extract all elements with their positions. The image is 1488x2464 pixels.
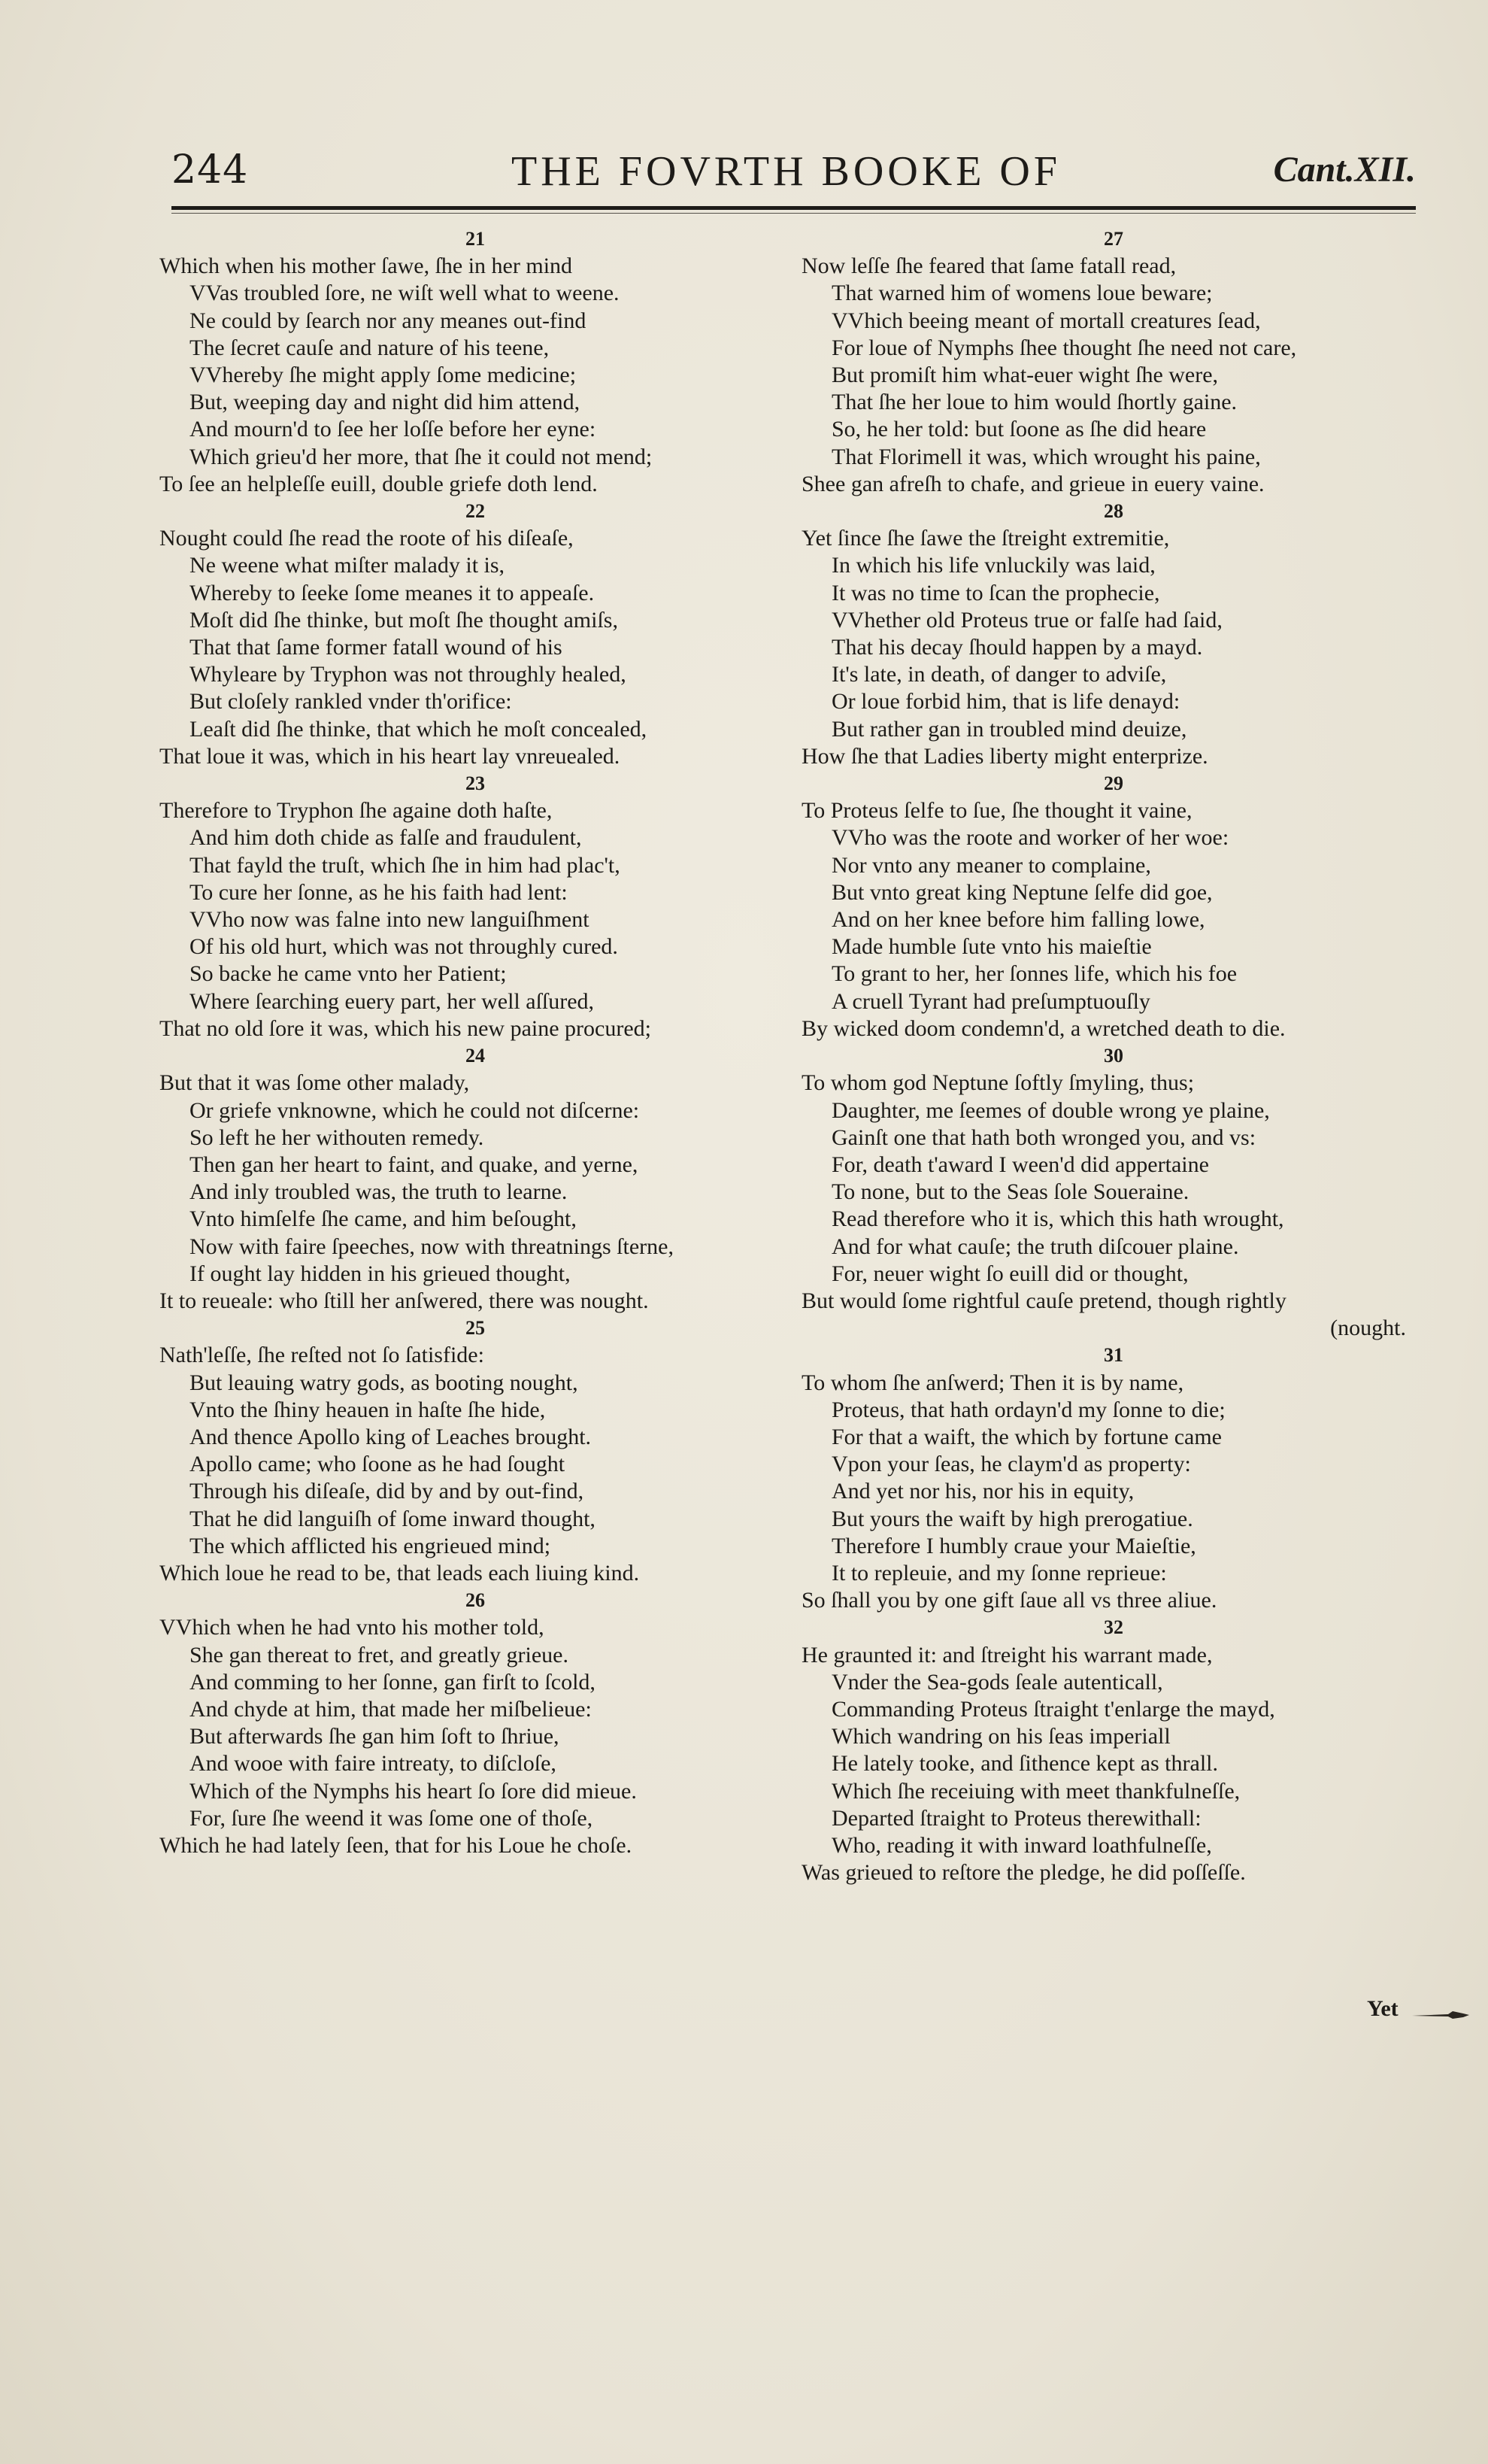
pointing-hand-icon <box>1411 2007 1471 2023</box>
verse-line: And wooe with faire intreaty, to diſcloſe, <box>189 1751 556 1777</box>
verse-line: The which afflicted his engrieued mind; <box>189 1533 551 1558</box>
verse-line: Or loue forbid him, that is life denayd: <box>832 689 1180 715</box>
verse-line: For loue of Nymphs ſhee thought ſhe need not care, <box>832 335 1297 360</box>
verse-line: Nor vnto any meaner to complaine, <box>832 852 1151 878</box>
verse-line: So ſhall you by one gift ſaue all vs three aliue. <box>802 1588 1217 1613</box>
verse-line: Yet ſince ſhe ſawe the ſtreight extremitie, <box>802 526 1170 551</box>
verse-line: For, death t'award I ween'd did appertaine <box>832 1152 1209 1177</box>
verse-line: Made humble ſute vnto his maieſtie <box>832 934 1152 960</box>
verse-line: It to reueale: who ſtill her anſwered, there was nought. <box>159 1288 649 1313</box>
verse-line: VVhether old Proteus true or falſe had ſaid, <box>832 607 1223 633</box>
verse-line: But afterwards ſhe gan him ſoft to ſhriue, <box>189 1724 559 1749</box>
stanza-number: 25 <box>465 1317 485 1340</box>
page-number: 244 <box>171 147 249 193</box>
verse-line: But leauing watry gods, as booting nought, <box>189 1370 578 1395</box>
verse-line: Leaſt did ſhe thinke, that which he moſt concealed, <box>189 716 647 742</box>
verse-line: Ne weene what miſter malady it is, <box>189 553 505 578</box>
verse-line: But, weeping day and night did him attend, <box>189 390 580 415</box>
verse-line: VVas troubled ſore, ne wiſt well what to weene. <box>189 281 620 306</box>
verse-line: And yet nor his, nor his in equity, <box>832 1479 1135 1504</box>
stanza-number: 23 <box>465 772 485 795</box>
verse-line: Proteus, that hath ordayn'd my ſonne to die; <box>832 1397 1226 1422</box>
verse-line: Nath'leſſe, ſhe reſted not ſo ſatisfide: <box>159 1343 484 1368</box>
verse-line: That fayld the truſt, which ſhe in him had plac't, <box>189 852 620 878</box>
verse-line: If ought lay hidden in his grieued thought, <box>189 1261 571 1286</box>
verse-line: To whom ſhe anſwerd; Then it is by name, <box>802 1370 1184 1395</box>
verse-line: Which ſhe receiuing with meet thankfulneſſe, <box>832 1778 1241 1804</box>
verse-line: Was grieued to reſtore the pledge, he did poſſeſſe. <box>802 1860 1246 1886</box>
verse-line: Which he had lately ſeen, that for his Loue he choſe. <box>159 1832 632 1858</box>
stanza <box>802 1042 1426 1342</box>
stanza <box>802 770 1426 1042</box>
verse-line: But that it was ſome other malady, <box>159 1070 470 1096</box>
verse-line: Ne could by ſearch nor any meanes out-find <box>189 308 586 333</box>
verse-line: Vpon your ſeas, he claym'd as property: <box>832 1452 1191 1477</box>
verse-line: Therefore to Tryphon ſhe againe doth haſte, <box>159 798 553 824</box>
verse-line: So backe he came vnto her Patient; <box>189 961 507 987</box>
catchword: Yet <box>1367 1996 1399 2021</box>
verse-line: So, he her told: but ſoone as ſhe did heare <box>832 417 1207 442</box>
verse-line: How ſhe that Ladies liberty might enterprize. <box>802 743 1208 769</box>
verse-line: He graunted it: and ſtreight his warrant made, <box>802 1642 1213 1667</box>
verse-line: That loue it was, which in his heart lay vnreuealed. <box>159 743 620 769</box>
verse-line: For, ſure ſhe weend it was ſome one of thoſe, <box>189 1805 593 1831</box>
verse-line: Departed ſtraight to Proteus therewithall: <box>832 1805 1202 1831</box>
verse-line: That Florimell it was, which wrought his paine, <box>832 444 1261 469</box>
canto-label: Cant.XII. <box>1273 150 1416 190</box>
verse-line: And thence Apollo king of Leaches brought. <box>189 1424 592 1449</box>
verse-line: To whom god Neptune ſoftly ſmyling, thus; <box>802 1070 1195 1096</box>
verse-line: It to repleuie, and my ſonne reprieue: <box>832 1560 1167 1586</box>
verse-line: It was no time to ſcan the prophecie, <box>832 580 1160 605</box>
verse-line: And for what cauſe; the truth diſcouer plaine. <box>832 1234 1239 1259</box>
stanza-number: 24 <box>465 1045 485 1067</box>
stanza-number: 22 <box>465 500 485 523</box>
verse-line: To none, but to the Seas ſole Soueraine. <box>832 1179 1189 1205</box>
verse-line: That warned him of womens loue beware; <box>832 281 1213 306</box>
stanza <box>802 498 1426 770</box>
running-header <box>0 147 1488 200</box>
verse-line: Apollo came; who ſoone as he had ſought <box>189 1452 565 1477</box>
book-title: THE FOVRTH BOOKE OF <box>511 148 1061 195</box>
verse-line: For that a waift, the which by fortune came <box>832 1424 1222 1449</box>
verse-line: Read therefore who it is, which this hath wrought, <box>832 1206 1284 1232</box>
verse-line: And comming to her ſonne, gan firſt to ſcold, <box>189 1669 596 1695</box>
verse-line: But cloſely rankled vnder th'orifice: <box>189 689 512 715</box>
stanza-number: 27 <box>1104 228 1123 250</box>
verse-line: But promiſt him what-euer wight ſhe were, <box>832 363 1219 388</box>
verse-line: Which wandring on his ſeas imperiall <box>832 1724 1171 1749</box>
verse-line: So left he her withouten remedy. <box>189 1124 484 1150</box>
stanza-number: 29 <box>1104 772 1123 795</box>
left-column <box>159 226 791 1859</box>
verse-line: That ſhe her loue to him would ſhortly gaine. <box>832 390 1238 415</box>
verse-line: That that ſame former fatall wound of his <box>189 635 562 660</box>
stanza <box>159 1042 791 1315</box>
verse-line: VVhich beeing meant of mortall creatures ſead, <box>832 308 1261 333</box>
verse-line: Therefore I humbly craue your Maieſtie, <box>832 1533 1196 1558</box>
stanza-number: 28 <box>1104 500 1123 523</box>
verse-line: Now leſſe ſhe feared that ſame fatall read, <box>802 253 1177 279</box>
verse-line: And inly troubled was, the truth to learne. <box>189 1179 568 1205</box>
verse-line: To Proteus ſelfe to ſue, ſhe thought it vaine, <box>802 798 1193 824</box>
verse-line: Of his old hurt, which was not throughly cured. <box>189 934 618 960</box>
verse-line: To ſee an helpleſſe euill, double griefe doth lend. <box>159 471 598 496</box>
verse-line: And mourn'd to ſee her loſſe before her eyne: <box>189 417 596 442</box>
verse-line: Which loue he read to be, that leads each liuing kind. <box>159 1560 640 1586</box>
verse-line: To grant to her, her ſonnes life, which his foe <box>832 961 1238 987</box>
verse-line: Nought could ſhe read the roote of his diſeaſe, <box>159 526 574 551</box>
verse-line: But would ſome rightful cauſe pretend, though rightly <box>802 1288 1286 1313</box>
verse-line: To cure her ſonne, as he his faith had lent: <box>189 879 568 905</box>
verse-line: The ſecret cauſe and nature of his teene, <box>189 335 550 360</box>
stanza <box>159 1587 791 1859</box>
stanza <box>802 1614 1426 1886</box>
verse-line: Which when his mother ſawe, ſhe in her mind <box>159 253 573 279</box>
verse-line: Daughter, me ſeemes of double wrong ye plaine, <box>832 1097 1270 1123</box>
stanza <box>159 1315 791 1587</box>
verse-line: That he did languiſh of ſome inward thought, <box>189 1506 596 1531</box>
verse-line: That his decay ſhould happen by a mayd. <box>832 635 1203 660</box>
verse-line: By wicked doom condemn'd, a wretched death to die. <box>802 1015 1286 1041</box>
verse-line: Through his diſeaſe, did by and by out-find, <box>189 1479 584 1504</box>
verse-line: Whyleare by Tryphon was not throughly healed, <box>189 662 626 687</box>
header-rule-thin <box>171 213 1416 214</box>
verse-line: Which of the Nymphs his heart ſo ſore did mieue. <box>189 1778 637 1804</box>
stanza-number: 32 <box>1104 1616 1123 1639</box>
stanza-number: 30 <box>1104 1045 1123 1067</box>
stanza <box>159 226 791 498</box>
verse-line: Whereby to ſeeke ſome meanes it to appeaſe. <box>189 580 595 605</box>
verse-line: Gainſt one that hath both wronged you, and vs: <box>832 1124 1256 1150</box>
verse-line: And on her knee before him falling lowe, <box>832 907 1205 933</box>
verse-line: Vnto the ſhiny heauen in haſte ſhe hide, <box>189 1397 546 1422</box>
verse-line: Vnto himſelfe ſhe came, and him beſought, <box>189 1206 577 1232</box>
verse-line: A cruell Tyrant had preſumptuouſly <box>832 988 1150 1014</box>
verse-line: Commanding Proteus ſtraight t'enlarge the mayd, <box>832 1696 1275 1722</box>
verse-line: It's late, in death, of danger to adviſe, <box>832 662 1167 687</box>
verse-line: Or griefe vnknowne, which he could not diſcerne: <box>189 1097 640 1123</box>
stanza <box>802 226 1426 498</box>
verse-line: VVho was the roote and worker of her woe: <box>832 825 1229 851</box>
verse-line: VVhich when he had vnto his mother told, <box>159 1615 544 1640</box>
stanza <box>802 1342 1426 1614</box>
verse-line: He lately tooke, and ſithence kept as thrall. <box>832 1751 1218 1777</box>
verse-line: But vnto great king Neptune ſelfe did goe, <box>832 879 1213 905</box>
verse-line: In which his life vnluckily was laid, <box>832 553 1156 578</box>
stanza <box>159 770 791 1042</box>
verse-line: VVho now was falne into new languiſhment <box>189 907 589 933</box>
verse-line: But rather gan in troubled mind deuize, <box>832 716 1187 742</box>
verse-line: That no old ſore it was, which his new paine procured; <box>159 1015 651 1041</box>
verse-line: Shee gan afreſh to chafe, and grieue in euery vaine. <box>802 471 1265 496</box>
stanza-number: 21 <box>465 228 485 250</box>
verse-line: For, neuer wight ſo euill did or thought, <box>832 1261 1189 1286</box>
verse-line: Then gan her heart to faint, and quake, and yerne, <box>189 1152 638 1177</box>
stanza-number: 26 <box>465 1589 485 1612</box>
stanza <box>159 498 791 770</box>
verse-line: Where ſearching euery part, her well aſſured, <box>189 988 595 1014</box>
verse-line: She gan thereat to fret, and greatly grieue. <box>189 1642 568 1667</box>
verse-line: Which grieu'd her more, that ſhe it could not mend; <box>189 444 653 469</box>
verse-line: VVhereby ſhe might apply ſome medicine; <box>189 363 577 388</box>
verse-line: Who, reading it with inward loathfulneſſe, <box>832 1832 1212 1858</box>
stanza-number: 31 <box>1104 1344 1123 1367</box>
verse-line: Moſt did ſhe thinke, but moſt ſhe thought amiſs, <box>189 607 618 633</box>
verse-line: (nought. <box>1330 1315 1406 1341</box>
verse-line: Vnder the Sea-gods ſeale autenticall, <box>832 1669 1163 1695</box>
verse-line: But yours the waift by high prerogatiue. <box>832 1506 1193 1531</box>
verse-line: And chyde at him, that made her miſbelieue: <box>189 1696 592 1722</box>
verse-line: And him doth chide as falſe and fraudulent, <box>189 825 582 851</box>
header-rule <box>171 206 1416 210</box>
verse-line: Now with faire ſpeeches, now with threatnings ſterne, <box>189 1234 674 1259</box>
right-column <box>802 226 1426 1886</box>
